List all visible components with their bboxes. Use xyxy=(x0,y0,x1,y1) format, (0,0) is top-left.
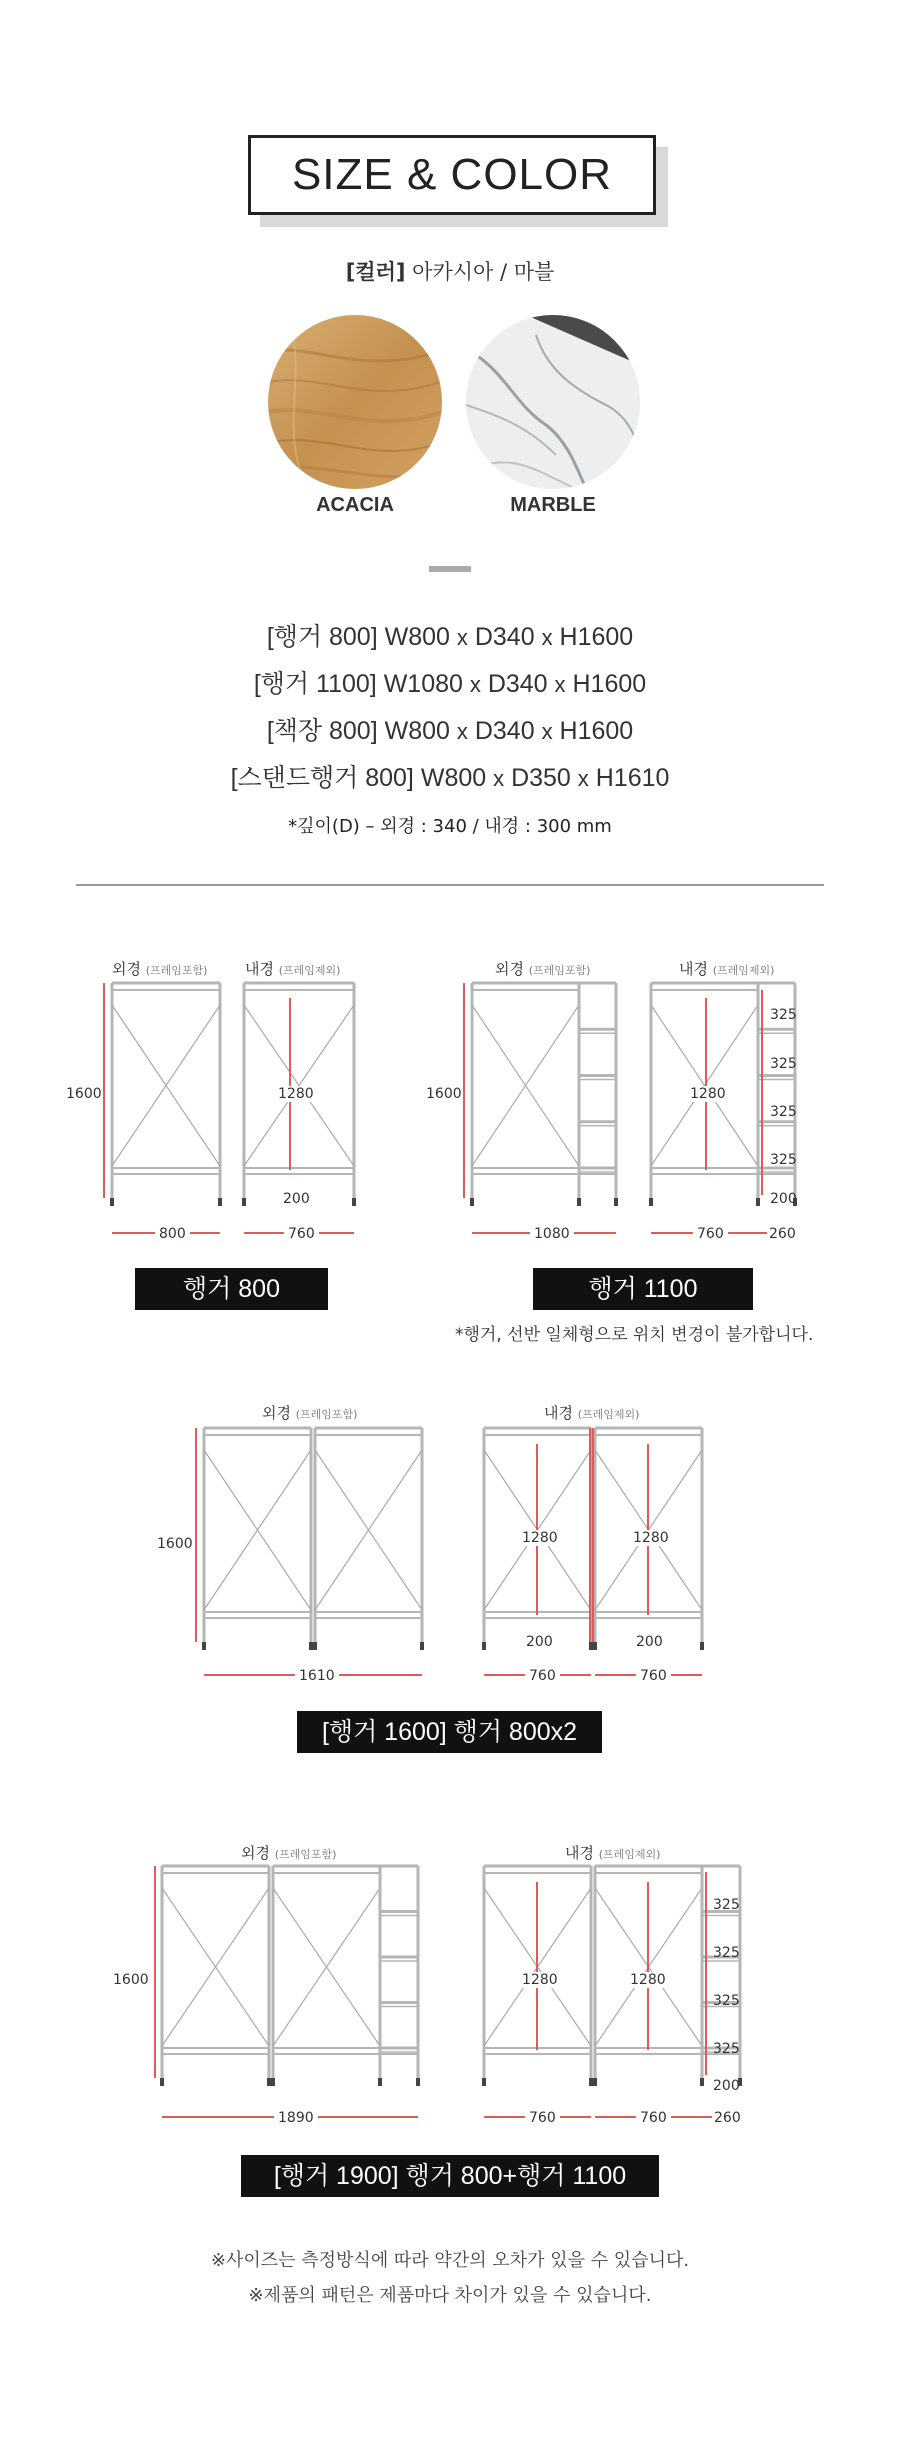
frame-foot xyxy=(420,1642,424,1650)
frame-foot xyxy=(416,2078,420,2086)
height-dim: 1600 xyxy=(426,1086,462,1102)
inner-label: 내경 (프레임제외) xyxy=(679,960,775,978)
spec-name: [행거 1100] xyxy=(253,670,377,698)
bottom-dim: 200 xyxy=(636,1634,663,1650)
frame-foot xyxy=(309,1642,313,1650)
spec-x: x xyxy=(541,719,553,744)
frame-foot xyxy=(482,1642,486,1650)
height-dim: 1600 xyxy=(113,1972,149,1988)
spec-width: W1080 xyxy=(383,670,463,698)
frame-foot xyxy=(589,2078,593,2086)
frame-foot xyxy=(700,1642,704,1650)
inner-label: 내경 (프레임제외) xyxy=(544,1404,640,1422)
shelf-dim: 325 xyxy=(713,2041,740,2057)
frame-foot xyxy=(577,1198,581,1206)
color-values: 아카시아 / 마블 xyxy=(412,260,555,284)
spec-height: H1600 xyxy=(572,670,647,698)
spec-width: W800 xyxy=(384,717,450,745)
frame-foot xyxy=(271,2078,275,2086)
height-dim: 1600 xyxy=(157,1536,193,1552)
footer-note: ※사이즈는 측정방식에 따라 약간의 오차가 있을 수 있습니다. xyxy=(210,2250,690,2271)
frame-foot xyxy=(614,1198,618,1206)
spec-x: x xyxy=(469,672,481,697)
hanger1100-badge: 행거 1100 xyxy=(533,1268,753,1310)
shelf-dim: 325 xyxy=(770,1104,797,1120)
shelf-dim: 325 xyxy=(770,1056,797,1072)
frame-foot xyxy=(242,1198,246,1206)
shelf-width-dim: 260 xyxy=(769,1226,796,1242)
bottom-dim: 200 xyxy=(770,1191,797,1207)
outer-width-dim: 1890 xyxy=(274,2110,318,2126)
spec-x: x xyxy=(577,766,589,791)
acacia-label: ACACIA xyxy=(316,494,394,516)
inner-width-dim: 760 xyxy=(693,1226,728,1242)
spec-x: x xyxy=(493,766,505,791)
shelf-dim: 325 xyxy=(713,1897,740,1913)
shelf-dim: 325 xyxy=(770,1007,797,1023)
frame-foot xyxy=(482,2078,486,2086)
frame-foot xyxy=(110,1198,114,1206)
spec-height: H1610 xyxy=(595,764,670,792)
depth-note: *깊이(D) – 외경 : 340 / 내경 : 300 mm xyxy=(288,816,612,837)
frame-foot xyxy=(378,2078,382,2086)
inner-label: 내경 (프레임제외) xyxy=(565,1844,661,1862)
spec-height: H1600 xyxy=(559,717,634,745)
color-label: [컬러] xyxy=(345,260,406,284)
spec-x: x xyxy=(541,625,553,650)
frame-foot xyxy=(700,2078,704,2086)
spec-name: [행거 800] xyxy=(266,623,378,651)
hanger1900-badge: [행거 1900] 행거 800+행거 1100 xyxy=(241,2155,659,2197)
bottom-dim: 200 xyxy=(283,1191,310,1207)
shelf-width-dim: 260 xyxy=(714,2110,741,2126)
bottom-dim: 200 xyxy=(713,2078,740,2094)
spec-x: x xyxy=(554,672,566,697)
page-title: SIZE & COLOR xyxy=(248,135,656,215)
spec-x: x xyxy=(456,625,468,650)
inner-width-dim: 760 xyxy=(284,1226,319,1242)
inner-height-dim: 1280 xyxy=(522,1972,558,1988)
frame-foot xyxy=(470,1198,474,1206)
spec-name: [스탠드행거 800] xyxy=(230,764,414,792)
spec-depth: D350 xyxy=(511,764,571,792)
hanger800-badge: 행거 800 xyxy=(135,1268,328,1310)
frame-foot xyxy=(593,2078,597,2086)
fixed-shelf-note: *행거, 선반 일체형으로 위치 변경이 불가합니다. xyxy=(455,1325,814,1345)
frame-foot xyxy=(589,1642,593,1650)
frame-foot xyxy=(352,1198,356,1206)
frame-foot xyxy=(593,1642,597,1650)
frame-foot xyxy=(202,1642,206,1650)
inner-width-dim: 760 xyxy=(636,2110,671,2126)
shelf-dim: 325 xyxy=(713,1993,740,2009)
outer-width-dim: 800 xyxy=(155,1226,190,1242)
inner-height-dim: 1280 xyxy=(633,1530,669,1546)
spec-width: W800 xyxy=(420,764,487,792)
height-dim: 1600 xyxy=(66,1086,102,1102)
frame-foot xyxy=(756,1198,760,1206)
spec-height: H1600 xyxy=(559,623,634,651)
shelf-dim: 325 xyxy=(770,1152,797,1168)
inner-height-dim: 1280 xyxy=(522,1530,558,1546)
spec-depth: D340 xyxy=(474,623,535,651)
footer-note: ※제품의 패턴은 제품마다 차이가 있을 수 있습니다. xyxy=(248,2285,652,2306)
marble-label: MARBLE xyxy=(510,494,596,516)
inner-width-dim: 760 xyxy=(525,2110,560,2126)
outer-label: 외경 (프레임포함) xyxy=(241,1844,337,1862)
spec-width: W800 xyxy=(384,623,450,651)
frame-foot xyxy=(649,1198,653,1206)
spec-depth: D340 xyxy=(474,717,535,745)
spec-x: x xyxy=(456,719,468,744)
spec-name: [책장 800] xyxy=(266,717,378,745)
outer-label: 외경 (프레임포함) xyxy=(495,960,591,978)
inner-label: 내경 (프레임제외) xyxy=(245,960,341,978)
hanger1600-badge: [행거 1600] 행거 800x2 xyxy=(297,1711,602,1753)
spec-depth: D340 xyxy=(487,670,548,698)
inner-width-dim: 760 xyxy=(636,1668,671,1684)
frame-foot xyxy=(160,2078,164,2086)
frame-foot xyxy=(218,1198,222,1206)
frame-foot xyxy=(267,2078,271,2086)
shelf-dim: 325 xyxy=(713,1945,740,1961)
bottom-dim: 200 xyxy=(526,1634,553,1650)
frame-foot xyxy=(313,1642,317,1650)
inner-height-dim: 1280 xyxy=(690,1086,726,1102)
outer-width-dim: 1080 xyxy=(530,1226,574,1242)
outer-label: 외경 (프레임포함) xyxy=(112,960,208,978)
inner-height-dim: 1280 xyxy=(278,1086,314,1102)
inner-width-dim: 760 xyxy=(525,1668,560,1684)
outer-label: 외경 (프레임포함) xyxy=(262,1404,358,1422)
outer-width-dim: 1610 xyxy=(295,1668,339,1684)
inner-height-dim: 1280 xyxy=(630,1972,666,1988)
